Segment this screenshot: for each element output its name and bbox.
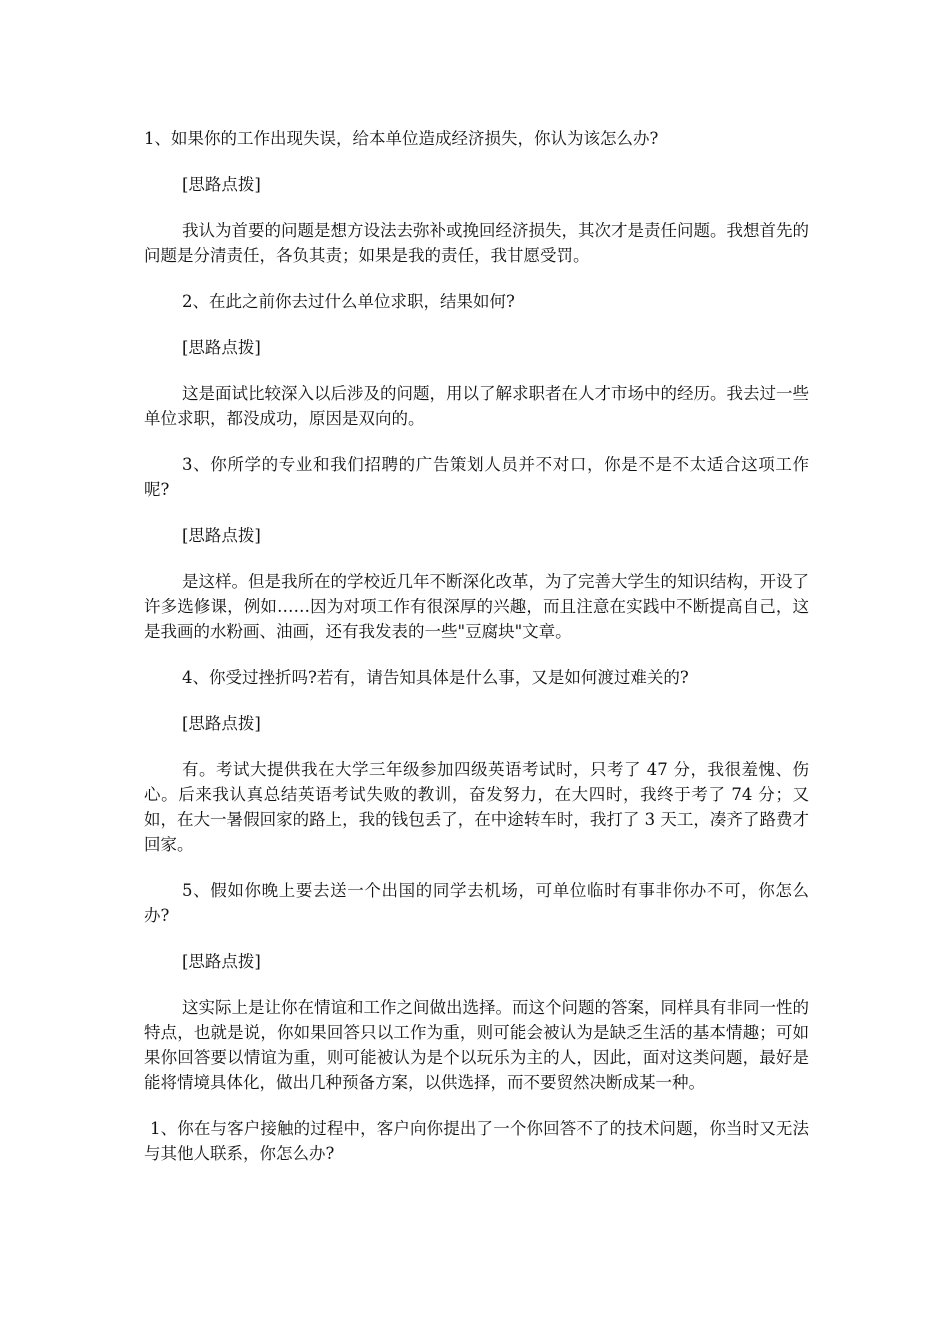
answer-1: 我认为首要的问题是想方设法去弥补或挽回经济损失，其次才是责任问题。我想首先的问题是分清责任，各负其责；如果是我的责任，我甘愿受罚。 bbox=[144, 221, 809, 265]
hint-heading-3: [思路点拨] bbox=[182, 526, 261, 545]
answer-4: 有。考试大提供我在大学三年级参加四级英语考试时，只考了 47 分，我很羞愧、伤心。后来我认真总结英语考试失败的教训，奋发努力，在大四时，我终于考了 74 分；又如，在大一暑假回家的路上，我的钱包丢了，在中途转车时，我打了 3 天工，凑齐了路费才回家。 bbox=[144, 760, 809, 854]
hint-heading-4: [思路点拨] bbox=[182, 714, 261, 733]
question-4: 4、你受过挫折吗?若有，请告知具体是什么事，又是如何渡过难关的? bbox=[182, 668, 689, 687]
document-body bbox=[144, 126, 809, 1187]
answer-3: 是这样。但是我所在的学校近几年不断深化改革，为了完善大学生的知识结构，开设了许多选修课，例如……因为对项工作有很深厚的兴趣，而且注意在实践中不断提高自己，这是我画的水粉画、油画，还有我发表的一些"豆腐块"文章。 bbox=[144, 572, 809, 641]
question-5: 5、假如你晚上要去送一个出国的同学去机场，可单位临时有事非你办不可，你怎么办? bbox=[144, 881, 809, 925]
question-3: 3、你所学的专业和我们招聘的广告策划人员并不对口，你是不是不太适合这项工作呢? bbox=[144, 455, 809, 499]
hint-heading-2: [思路点拨] bbox=[182, 338, 261, 357]
hint-heading-1: [思路点拨] bbox=[182, 175, 261, 194]
question-1: 1、如果你的工作出现失误，给本单位造成经济损失，你认为该怎么办? bbox=[144, 129, 659, 148]
answer-5: 这实际上是让你在情谊和工作之间做出选择。而这个问题的答案，同样具有非同一性的特点，也就是说，你如果回答只以工作为重，则可能会被认为是缺乏生活的基本情趣；可如果你回答要以情谊为重，则可能被认为是个以玩乐为主的人，因此，面对这类问题，最好是能将情境具体化，做出几种预备方案，以供选择，而不要贸然决断成某一种。 bbox=[144, 998, 809, 1092]
hint-heading-5: [思路点拨] bbox=[182, 952, 261, 971]
question-2: 2、在此之前你去过什么单位求职，结果如何? bbox=[182, 292, 515, 311]
answer-2: 这是面试比较深入以后涉及的问题，用以了解求职者在人才市场中的经历。我去过一些单位求职，都没成功，原因是双向的。 bbox=[144, 384, 809, 428]
question-next-1: 1、你在与客户接触的过程中，客户向你提出了一个你回答不了的技术问题，你当时又无法与其他人联系，你怎么办? bbox=[144, 1119, 809, 1163]
